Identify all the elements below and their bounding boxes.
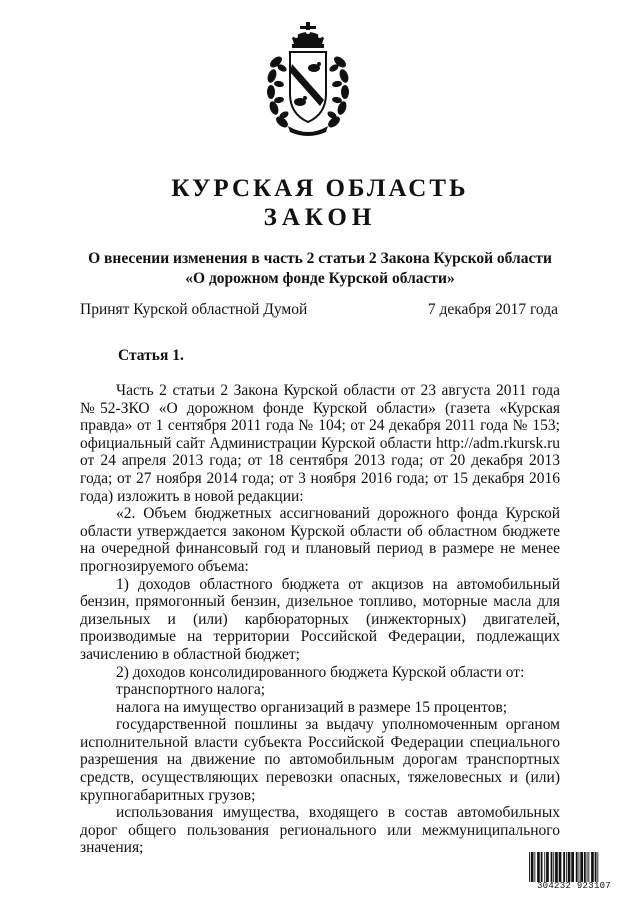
barcode-bar [553, 852, 554, 882]
kursk-region-coat-of-arms-icon [262, 22, 354, 140]
barcode-bar [566, 852, 567, 882]
barcode-bar [544, 852, 545, 882]
article-heading: Статья 1. [118, 347, 184, 364]
law-title [60, 249, 580, 289]
barcode-bar [534, 852, 535, 882]
barcode-bar [588, 852, 589, 882]
barcode-bar [551, 852, 553, 882]
paragraph: 1) доходов областного бюджета от акцизов на автомобильный бензин, прямогонный бензин, дизельное топливо, моторные масла для дизельных и (или) карбюраторных (инжекторных) двигателей, производимые на территории Российской Федерации, подлежащих зачислению в областной бюджет; [80, 575, 560, 663]
adoption-row [80, 300, 558, 320]
barcode-bar [541, 852, 543, 882]
barcode-number: 304232 923107 [536, 881, 612, 891]
barcode-bar [529, 852, 530, 882]
adoption-date: 7 декабря 2017 года [427, 301, 558, 318]
barcode-bar [571, 852, 574, 882]
paragraph: государственной пошлины за выдачу уполномоченным органом исполнительной власти субъекта Российской Федерации специального разрешения на движение по автомобильным дорогам транспортных средств, осуществляющих перевозки опасных, тяжеловесных и (или) крупногабаритных грузов; [80, 716, 560, 804]
paragraph: Часть 2 статьи 2 Закона Курской области от 23 августа 2011 года №52-ЗКО «О дорожном фонде Курской области» (газета «Курская правда» от 1 сентября 2011 года № 104; от 24 декабря 2011 года № 153; официальный сайт Администрации Курской области http://adm.rkursk.ru от 24 апреля 2013 года; от 18 сентября 2013 года; от 20 декабря 2013 года; от 27 ноября 2014 года; от 3 ноября 2016 года; от 15 декабря 2016 года) изложить в новой редакции: [80, 382, 560, 505]
barcode-bar [559, 852, 562, 882]
barcode-bar [563, 852, 565, 882]
barcode-bars [528, 852, 620, 882]
barcode-bar [584, 852, 586, 882]
region-title: КУРСКАЯ ОБЛАСТЬ [171, 175, 469, 202]
article-body [80, 382, 560, 857]
paragraph: «2. Объем бюджетных ассигнований дорожного фонда Курской области утверждается законом Курской области об областном бюджете на очередной финансовый год и плановый период в размере не менее прогнозируемого объема: [80, 505, 560, 575]
barcode-bar [580, 852, 583, 882]
law-title-line-2: «О дорожном фонде Курской области» [185, 270, 455, 287]
adopted-by: Принят Курской областной Думой [80, 301, 308, 318]
law-title-line-1: О внесении изменения в часть 2 статьи 2 Закона Курской области [88, 250, 552, 267]
document-type: ЗАКОН [263, 204, 377, 231]
barcode-bar [595, 852, 597, 882]
barcode-bar [531, 852, 534, 882]
paragraph: транспортного налога; [116, 681, 266, 699]
barcode-bar [591, 852, 594, 882]
barcode-bar [537, 852, 540, 882]
barcode-bar [579, 852, 580, 882]
barcode-bar [555, 852, 558, 882]
paragraph: использования имущества, входящего в состав автомобильных дорог общего пользования регионального или межмуниципального значения; [80, 804, 560, 857]
barcode-bar [568, 852, 571, 882]
barcode-bar [587, 852, 588, 882]
barcode-bar [597, 852, 598, 882]
barcode [528, 852, 620, 892]
paragraph: 2) доходов консолидированного бюджета Курской области от: [116, 663, 525, 681]
barcode-bar [576, 852, 578, 882]
barcode-bar [546, 852, 549, 882]
paragraph: налога на имущество организаций в размере 15 процентов; [116, 698, 508, 716]
